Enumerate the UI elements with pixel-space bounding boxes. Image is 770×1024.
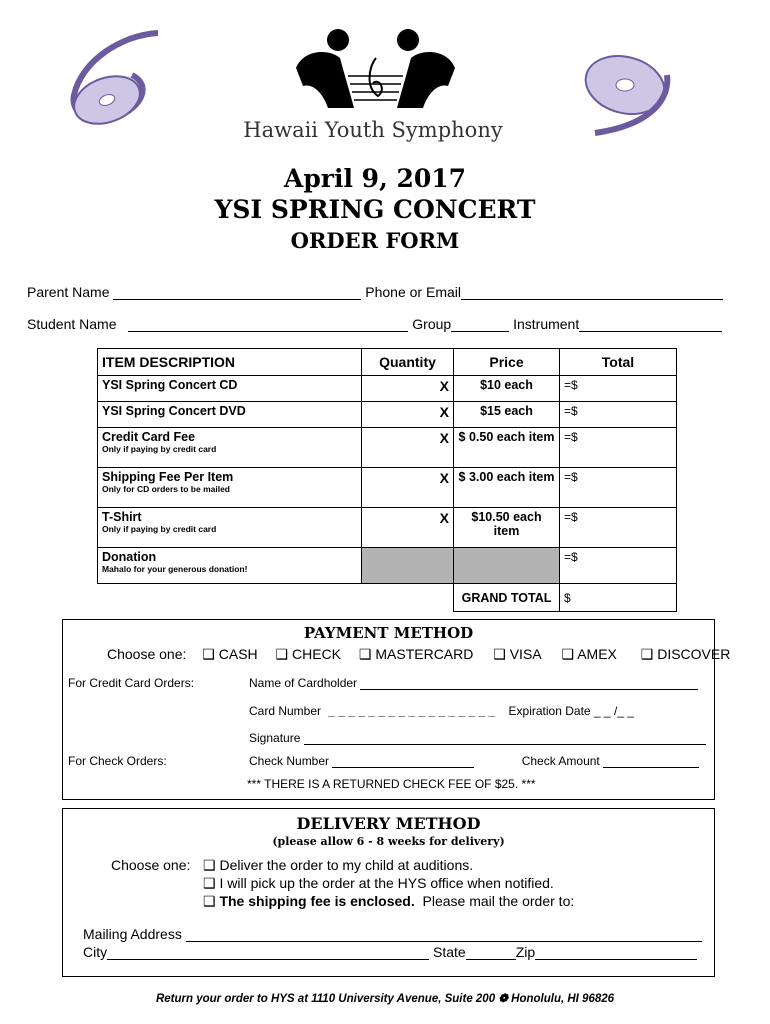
- check-checkbox[interactable]: ❑ CHECK: [275, 646, 342, 662]
- delivery-option-auditions[interactable]: ❑ Deliver the order to my child at auditions.: [203, 857, 474, 873]
- item-note: Mahalo for your generous donation!: [102, 564, 248, 574]
- item-price: $ 0.50 each item: [454, 428, 560, 468]
- item-total[interactable]: =$: [560, 548, 677, 584]
- mastercard-checkbox[interactable]: ❑ MASTERCARD: [358, 646, 474, 662]
- item-qty[interactable]: X: [362, 428, 454, 468]
- delivery-option-label: I will pick up the order at the HYS office when notified.: [219, 875, 554, 891]
- grand-total-row: [98, 584, 677, 612]
- item-qty[interactable]: X: [362, 508, 454, 548]
- card-number-row: [249, 704, 634, 718]
- check-label: CHECK: [292, 646, 342, 662]
- student-name-field[interactable]: [128, 317, 408, 332]
- mailing-address-row: [83, 926, 702, 942]
- cardholder-label: Name of Cardholder: [249, 676, 358, 690]
- delivery-option-label: Deliver the order to my child at auditions.: [219, 857, 474, 873]
- card-number-label: Card Number: [249, 704, 322, 718]
- form-title: ORDER FORM: [290, 228, 460, 253]
- check-amount-field[interactable]: [603, 755, 699, 768]
- check-number-label: Check Number: [249, 754, 330, 768]
- discover-checkbox[interactable]: ❑ DISCOVER: [640, 646, 731, 662]
- col-total-header: Total: [560, 349, 677, 376]
- footer: [0, 991, 770, 1005]
- mastercard-label: MASTERCARD: [375, 646, 474, 662]
- instrument-label: Instrument: [513, 316, 580, 332]
- payment-options-row: [107, 646, 730, 663]
- check-number-row: [249, 754, 699, 768]
- cash-label: CASH: [218, 646, 258, 662]
- student-row: [27, 316, 722, 332]
- expiration-field[interactable]: _ _ /_ _: [593, 704, 634, 718]
- mailing-address-field[interactable]: [186, 927, 702, 942]
- amex-checkbox[interactable]: ❑ AMEX: [561, 646, 617, 662]
- table-row: [98, 468, 677, 508]
- parent-name-label: Parent Name: [27, 284, 110, 300]
- zip-label: Zip: [515, 944, 536, 960]
- footer-city: Honolulu, HI 96826: [511, 993, 615, 1005]
- parent-row: [27, 284, 723, 300]
- delivery-method-section: [62, 808, 715, 977]
- table-row: [98, 376, 677, 402]
- discover-label: DISCOVER: [657, 646, 731, 662]
- phone-email-field[interactable]: [461, 285, 723, 300]
- group-field[interactable]: [451, 317, 509, 332]
- delivery-title: DELIVERY METHOD: [296, 814, 481, 833]
- state-field[interactable]: [466, 945, 516, 960]
- instrument-field[interactable]: [579, 317, 722, 332]
- item-total[interactable]: =$: [560, 376, 677, 402]
- signature-field[interactable]: [304, 732, 706, 745]
- mail-order-label: Please mail the order to:: [422, 893, 575, 909]
- item-desc: T-Shirt: [102, 510, 142, 524]
- delivery-option-mail[interactable]: ❑ The shipping fee is enclosed. Please mail the order to:: [203, 893, 575, 909]
- group-label: Group: [412, 316, 452, 332]
- item-desc: YSI Spring Concert DVD: [102, 404, 246, 418]
- city-field[interactable]: [107, 945, 429, 960]
- item-note: Only if paying by credit card: [102, 524, 217, 534]
- hys-logo-icon: [288, 28, 463, 113]
- check-amount-label: Check Amount: [521, 754, 600, 768]
- payment-title: PAYMENT METHOD: [303, 624, 474, 642]
- item-total[interactable]: =$: [560, 508, 677, 548]
- check-orders-label: For Check Orders:: [68, 754, 167, 768]
- phone-email-label: Phone or Email: [365, 284, 461, 300]
- item-price: $10 each: [454, 376, 560, 402]
- event-date: April 9, 2017: [283, 164, 467, 193]
- city-label: City: [83, 944, 108, 960]
- delivery-subtitle: (please allow 6 - 8 weeks for delivery): [272, 835, 505, 848]
- item-desc: Donation: [102, 550, 157, 564]
- event-title: YSI SPRING CONCERT: [214, 195, 536, 224]
- table-row: [98, 402, 677, 428]
- mailing-address-label: Mailing Address: [83, 926, 182, 942]
- shipping-enclosed-label: The shipping fee is enclosed.: [219, 893, 415, 909]
- cardholder-field[interactable]: [360, 677, 698, 690]
- item-price: $10.50 each item: [454, 508, 560, 548]
- check-number-field[interactable]: [332, 755, 474, 768]
- footer-separator-icon: ❁: [498, 993, 508, 1005]
- signature-row: [249, 731, 706, 745]
- item-total[interactable]: =$: [560, 428, 677, 468]
- payment-method-section: [62, 619, 731, 800]
- table-row: [98, 548, 677, 584]
- table-row: [98, 508, 677, 548]
- item-note: Only if paying by credit card: [102, 444, 217, 454]
- visa-label: VISA: [509, 646, 542, 662]
- donation-qty-blank: [362, 548, 454, 584]
- payment-choose-label: Choose one:: [107, 646, 187, 662]
- amex-label: AMEX: [577, 646, 617, 662]
- delivery-choose-label: Choose one:: [111, 857, 191, 873]
- donation-price-blank: [454, 548, 560, 584]
- grand-total-field[interactable]: $: [560, 584, 677, 612]
- order-items-table: [97, 348, 677, 612]
- item-desc: Shipping Fee Per Item: [102, 470, 234, 484]
- cardholder-row: [249, 676, 698, 690]
- city-row: [83, 944, 697, 960]
- table-row: [98, 428, 677, 468]
- student-name-label: Student Name: [27, 316, 117, 332]
- grand-total-label: GRAND TOTAL: [454, 584, 560, 612]
- card-number-field[interactable]: _ _ _ _ _ _ _ _ _ _ _ _ _ _ _ _ _: [328, 704, 496, 718]
- item-qty[interactable]: X: [362, 468, 454, 508]
- item-qty[interactable]: X: [362, 376, 454, 402]
- expiration-label: Expiration Date: [508, 704, 591, 718]
- credit-card-orders-label: For Credit Card Orders:: [68, 676, 195, 690]
- item-price: $ 3.00 each item: [454, 468, 560, 508]
- item-desc: YSI Spring Concert CD: [102, 378, 238, 392]
- footer-address: Return your order to HYS at 1110 University Avenue, Suite 200: [155, 993, 496, 1005]
- parent-name-field[interactable]: [113, 285, 361, 300]
- item-qty[interactable]: X: [362, 402, 454, 428]
- org-name: Hawaii Youth Symphony: [243, 118, 503, 142]
- state-label: State: [433, 944, 466, 960]
- item-total[interactable]: =$: [560, 468, 677, 508]
- visa-checkbox[interactable]: ❑ VISA: [493, 646, 542, 662]
- col-quantity-header: Quantity: [362, 349, 454, 376]
- cash-checkbox[interactable]: ❑ CASH: [202, 646, 258, 662]
- col-description-header: ITEM DESCRIPTION: [98, 349, 362, 376]
- signature-label: Signature: [249, 731, 301, 745]
- item-note: Only for CD orders to be mailed: [102, 484, 230, 494]
- table-header-row: [98, 349, 677, 376]
- col-price-header: Price: [454, 349, 560, 376]
- returned-check-notice: *** THERE IS A RETURNED CHECK FEE OF $25. ***: [247, 777, 536, 791]
- item-total[interactable]: =$: [560, 402, 677, 428]
- item-desc: Credit Card Fee: [102, 430, 196, 444]
- item-price: $15 each: [454, 402, 560, 428]
- delivery-option-pickup[interactable]: ❑ I will pick up the order at the HYS office when notified.: [203, 875, 554, 891]
- zip-field[interactable]: [535, 945, 697, 960]
